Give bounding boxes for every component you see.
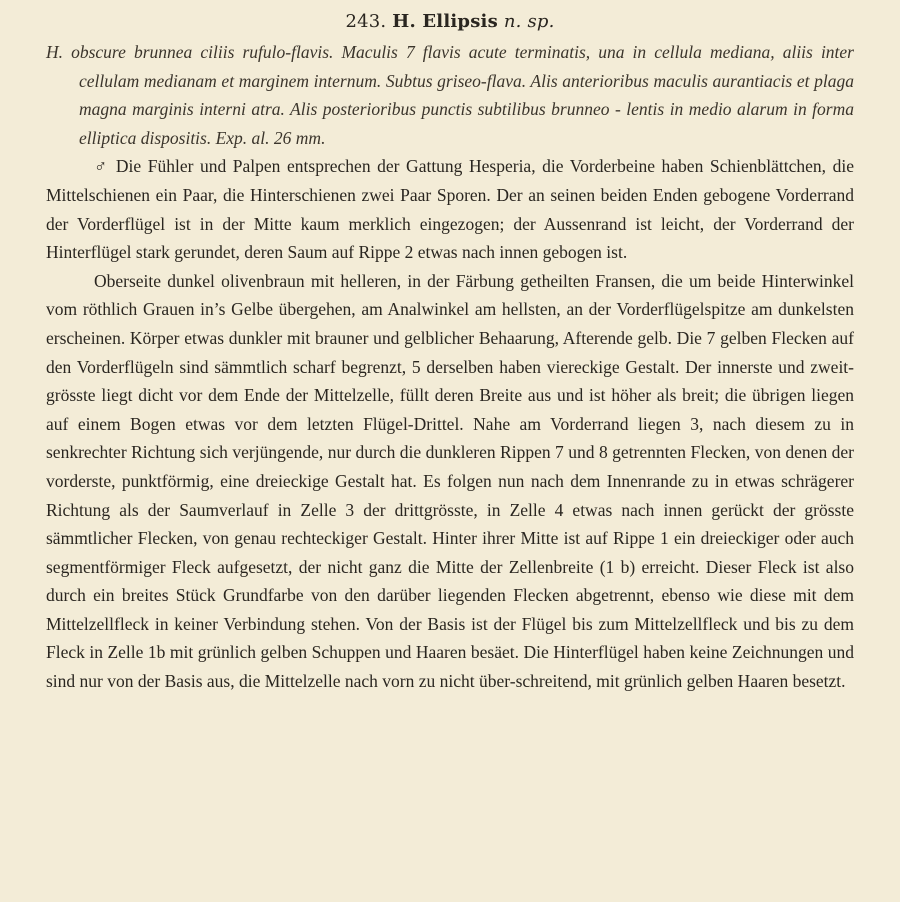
latin-diagnosis: H. obscure brunnea ciliis rufulo-flavis. Maculis 7 flavis acute terminatis, una in cellula mediana, aliis inter cellulam medianam et marginem internum. Subtus griseo-flava. Alis anterioribus maculis aurantiacis et plaga magna marginis interni atra. Alis posterioribus punctis subtilibus brunneo - lentis in medio alarum in forma elliptica dispositis. Exp. al. 26 mm. <box>46 42 854 148</box>
species-name: H. Ellipsis <box>392 11 498 32</box>
entry-number: 243. <box>345 11 387 32</box>
species-status: n. sp. <box>503 11 555 32</box>
description-paragraph-1: ♂ Die Fühler und Palpen entsprechen der Gattung Hesperia, die Vorderbeine haben Schienblättchen, die Mittelschienen ein Paar, die Hinterschienen zwei Paar Sporen. Der an seinen beiden Enden gebogene Vorderrand der Vorderflügel ist in der Mitte kaum merklich eingezogen; der Aussenrand ist leicht, der Vorderrand der Hinterflügel stark gerundet, deren Saum auf Rippe 2 etwas nach innen gebogen ist. <box>46 156 854 263</box>
species-heading <box>46 10 854 34</box>
description-paragraph-2: Oberseite dunkel olivenbraun mit helleren, in der Färbung getheilten Fransen, die um beide Hinterwinkel vom röthlich Grauen in’s Gelbe übergehen, am Analwinkel am hellsten, an der Vorderflügelspitze am dunkelsten erscheinen. Körper etwas dunkler mit brauner und gelblicher Behaarung, Afterende gelb. Die 7 gelben Flecken auf den Vorderflügeln sind sämmtlich scharf begrenzt, 5 derselben haben viereckige Gestalt. Der innerste und zweit-grösste liegt dicht vor dem Ende der Mittelzelle, füllt deren Breite aus und ist höher als breit; die übrigen liegen auf einem Bogen etwas vor dem letzten Flügel-Drittel. Nahe am Vorderrand liegen 3, nach diesem zu in senkrechter Richtung sich verjüngende, nur durch die dunkleren Rippen 7 und 8 getrennten Flecken, von denen der vorderste, punktförmig, eine dreieckige Gestalt hat. Es folgen nun nach dem Innenrande zu in etwas schrägerer Richtung als der Saumverlauf in Zelle 3 der drittgrösste, in Zelle 4 etwas nach innen gerückt der grösste sämmtlicher Flecken, von genau rechteckiger Gestalt. Hinter ihrer Mitte ist auf Rippe 1 ein dreieckiger oder auch segmentförmiger Fleck aufgesetzt, der nicht ganz die Mitte der Zellenbreite (1 b) erreicht. Dieser Fleck ist also durch ein breites Stück Grundfarbe von den darüber liegenden Flecken abgetrennt, ebenso wie diese mit dem Mittelzellfleck in keiner Verbindung stehen. Von der Basis ist der Flügel bis zum Mittelzellfleck und bis zu dem Fleck in Zelle 1b mit grünlich gelben Schuppen und Haaren besäet. Die Hinterflügel haben keine Zeichnungen und sind nur von der Basis aus, die Mittelzelle nach vorn zu nicht über-schreitend, mit grünlich gelben Haaren besetzt. <box>46 270 854 692</box>
